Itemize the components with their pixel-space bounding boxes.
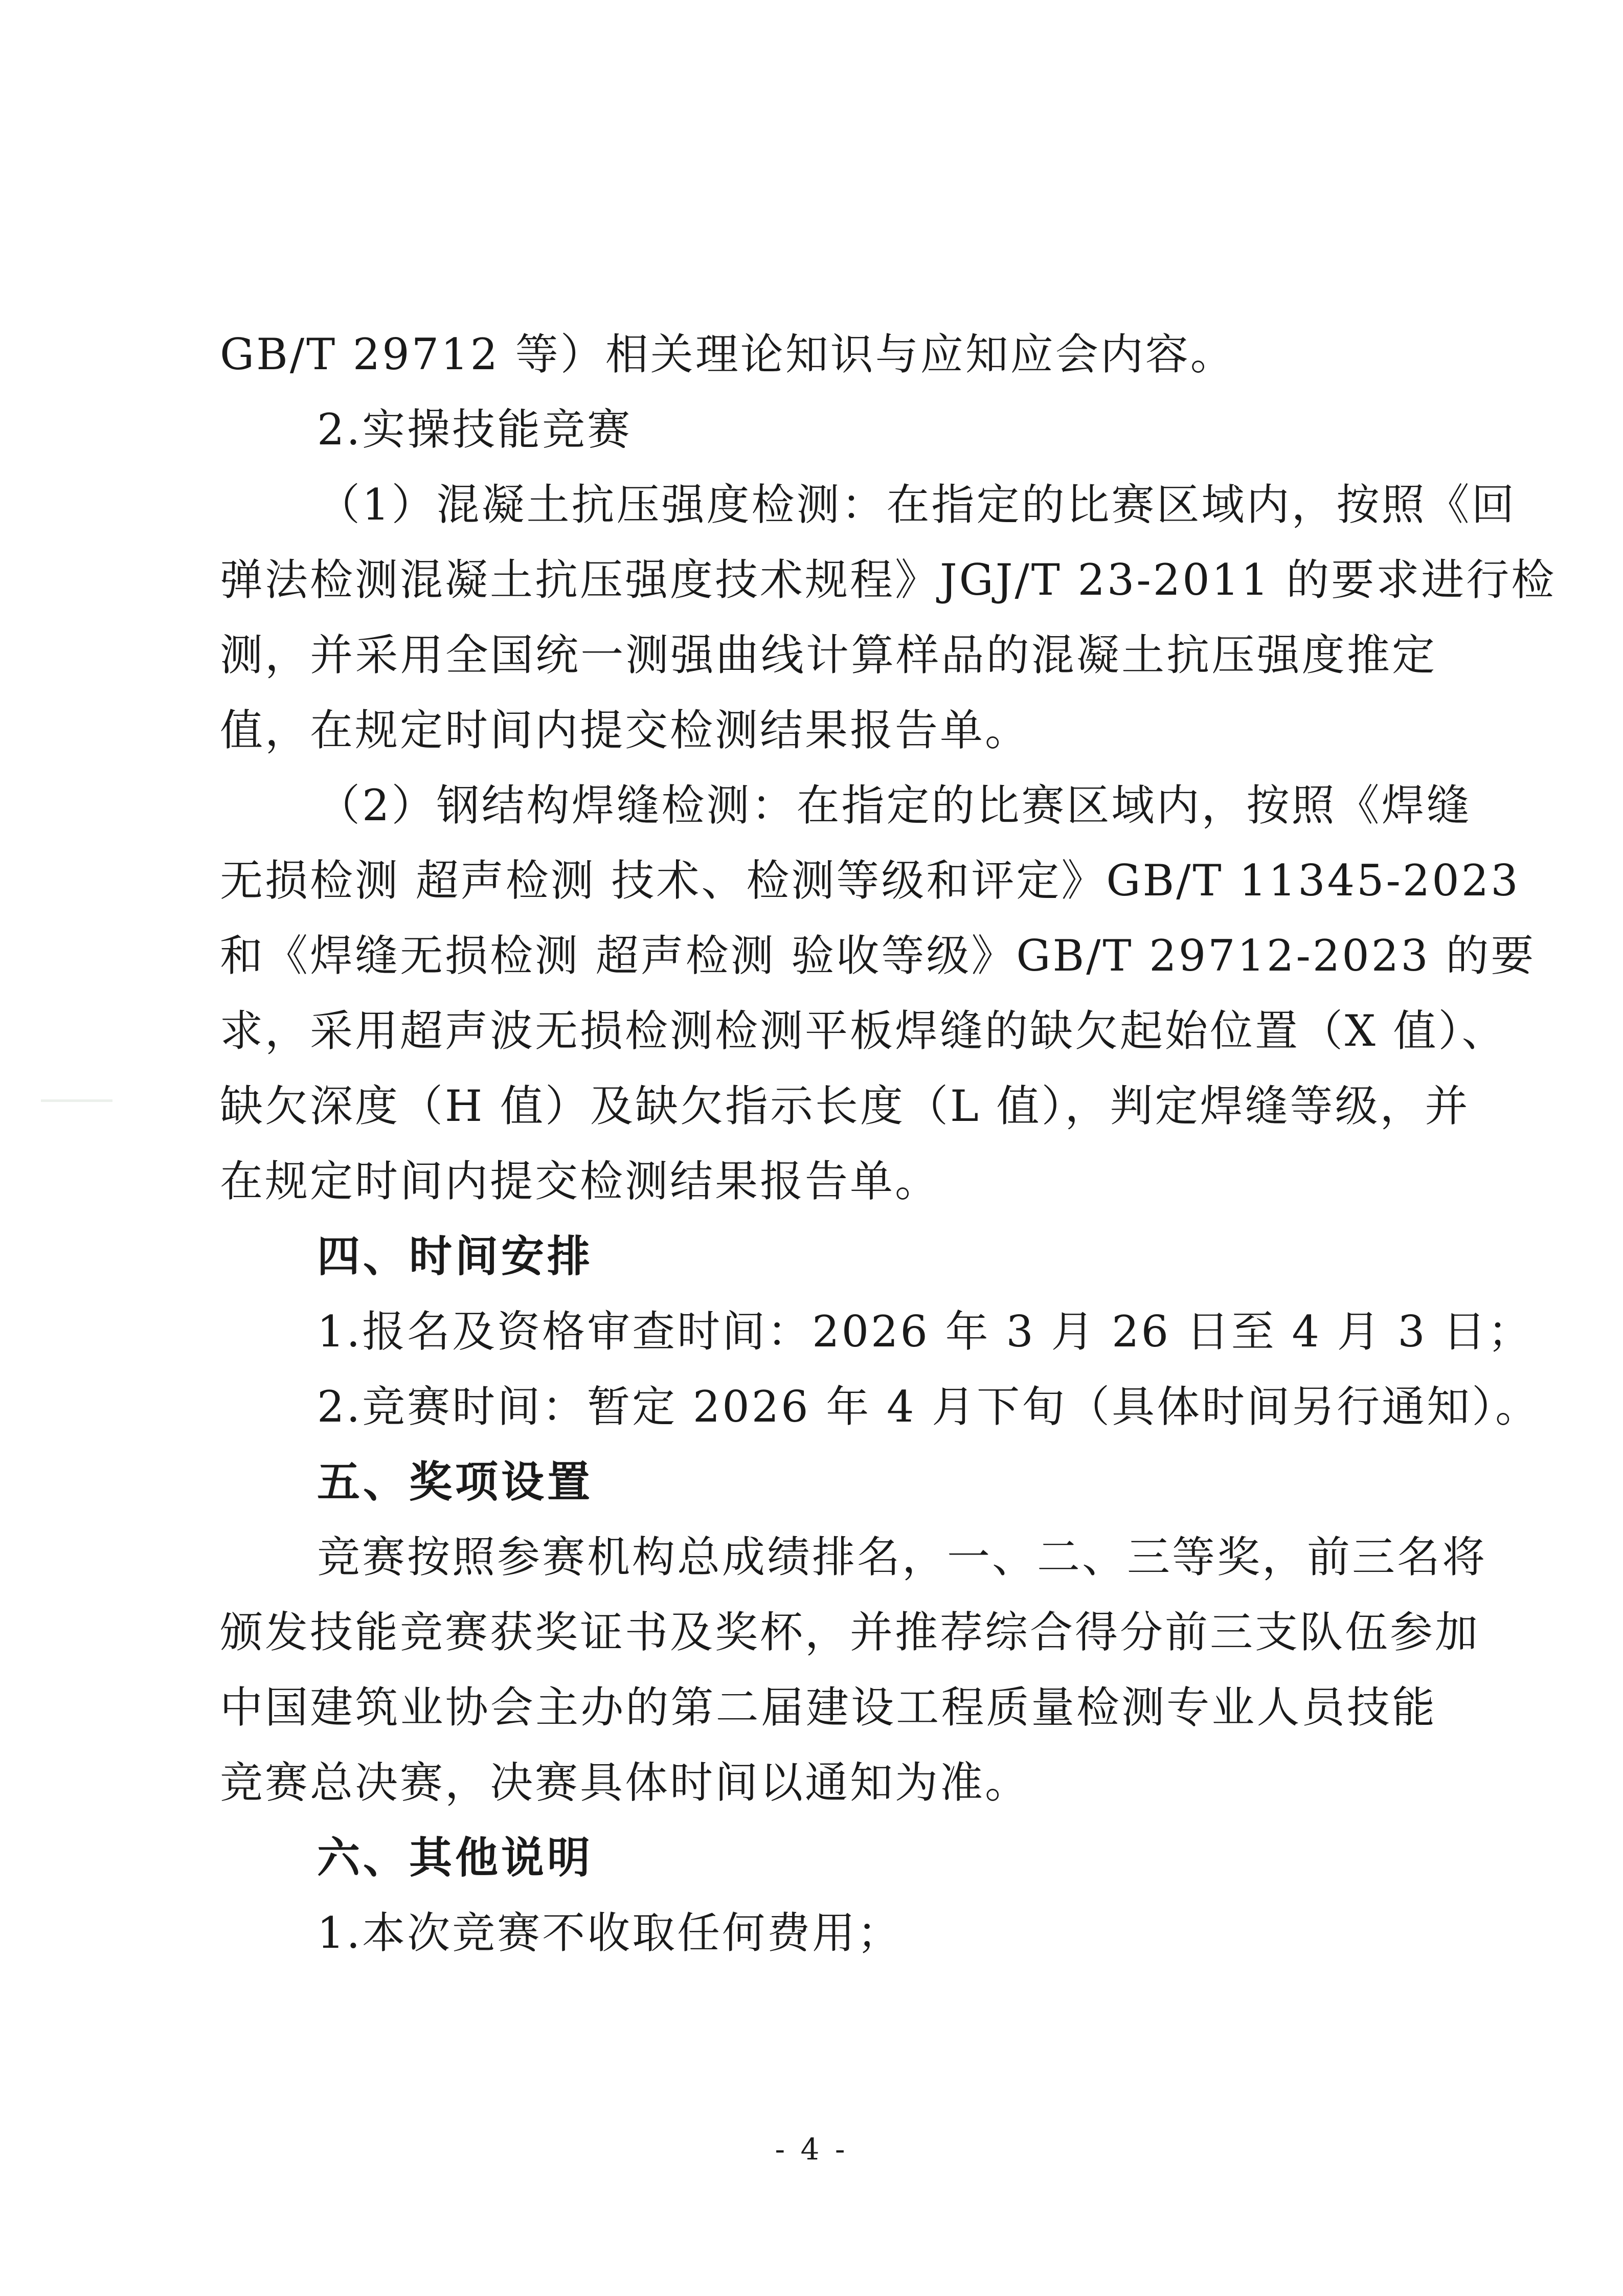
body-line: 测，并采用全国统一测强曲线计算样品的混凝土抗压强度推定 [220,630,1437,680]
body-line: 1.本次竞赛不收取任何费用； [317,1908,903,1958]
section-heading: 六、其他说明 [317,1833,594,1883]
body-line: 值，在规定时间内提交检测结果报告单。 [220,705,1030,755]
document-body [220,317,1557,1971]
body-line: 颁发技能竞赛获奖证书及奖杯，并推荐综合得分前三支队伍参加 [220,1607,1480,1657]
body-line: 在规定时间内提交检测结果报告单。 [220,1156,940,1206]
page-number: - 4 - [775,2132,848,2167]
body-line: 竞赛总决赛，决赛具体时间以通知为准。 [220,1758,1030,1808]
body-line: 1.报名及资格审查时间：2026 年 3 月 26 日至 4 月 3 日； [317,1307,1533,1357]
scan-artifact [41,1099,112,1102]
section-heading: 五、奖项设置 [317,1457,594,1507]
body-line: 中国建筑业协会主办的第二届建设工程质量检测专业人员技能 [220,1682,1437,1732]
body-line: （1）混凝土抗压强度检测：在指定的比赛区域内，按照《回 [317,480,1517,530]
section-heading: 四、时间安排 [317,1231,594,1281]
body-line: 求，采用超声波无损检测检测平板焊缝的缺欠起始位置（X 值）、 [220,1006,1507,1056]
body-line: 弹法检测混凝土抗压强度技术规程》JGJ/T 23-2011 的要求进行检 [220,555,1557,605]
body-line: 2.竞赛时间：暂定 2026 年 4 月下旬（具体时间另行通知）。 [317,1382,1541,1432]
section-subheading: 2.实操技能竞赛 [317,404,633,455]
body-line: GB/T 29712 等）相关理论知识与应知应会内容。 [220,329,1235,379]
body-line: （2）钢结构焊缝检测：在指定的比赛区域内，按照《焊缝 [317,780,1472,830]
body-line: 缺欠深度（H 值）及缺欠指示长度（L 值），判定焊缝等级，并 [220,1081,1470,1131]
body-line: 无损检测 超声检测 技术、检测等级和评定》GB/T 11345-2023 [220,856,1520,906]
body-line: 竞赛按照参赛机构总成绩排名，一、二、三等奖，前三名将 [317,1532,1487,1582]
body-line: 和《焊缝无损检测 超声检测 验收等级》GB/T 29712-2023 的要 [220,931,1536,981]
